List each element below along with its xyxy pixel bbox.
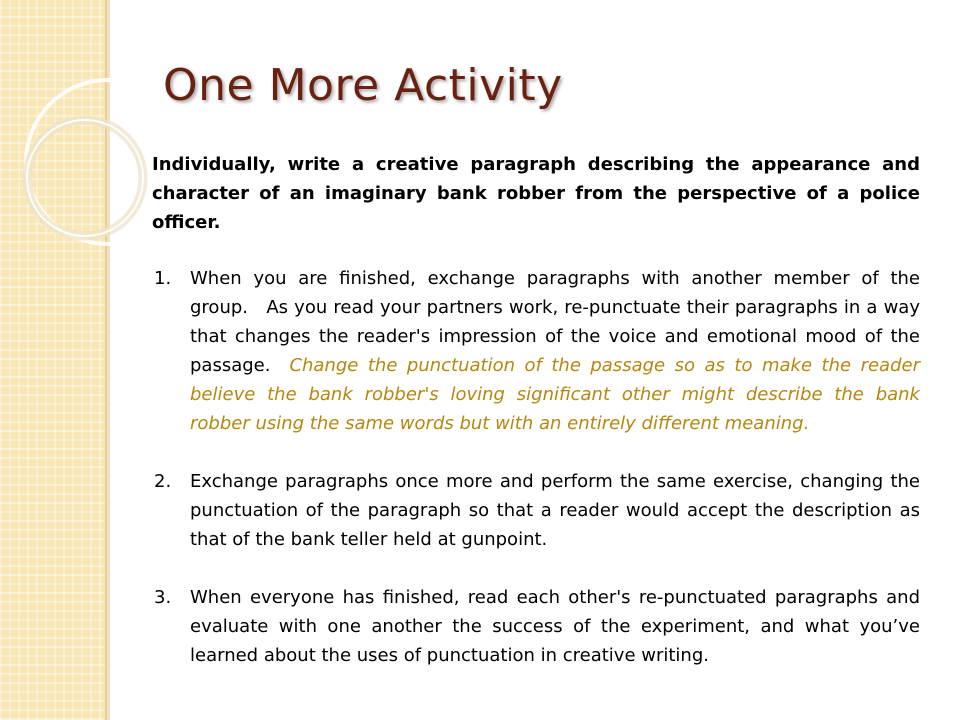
slide-body xyxy=(152,150,926,699)
list-item xyxy=(152,583,920,670)
list-item xyxy=(152,467,920,554)
list-item xyxy=(152,264,926,438)
slide-title: One More Activity xyxy=(163,60,563,111)
activity-list xyxy=(152,264,926,670)
intro-paragraph: Individually, write a creative paragraph describing the appearance and character of an imaginary bank robber from the perspective of a police officer. xyxy=(152,154,920,233)
item-text: When everyone has finished, read each other's re-punctuated paragraphs and evaluate with one another the success of the experiment, and what you’ve learned about the uses of punctuation in creative writing. xyxy=(190,587,920,666)
list-number: 1. xyxy=(154,268,172,289)
item-text: Exchange paragraphs once more and perform the same exercise, changing the punctuation of the paragraph so that a reader would accept the description as that of the bank teller held at gunpoint. xyxy=(190,471,920,550)
decorative-side-band xyxy=(0,0,107,720)
list-number: 2. xyxy=(154,471,172,492)
list-number: 3. xyxy=(154,587,172,608)
item-highlight-text: Change the punctuation of the passage so as to make the reader believe the bank robber's loving significant other might describe the bank robber using the same words but with an entirely different meaning. xyxy=(190,355,920,434)
item-text: When you are finished, exchange paragraphs with another member of the group. As you read your partners work, re-punctuate their paragraphs in a way that changes the reader's impression of the voice and emotional mood of the passage. xyxy=(190,268,926,376)
